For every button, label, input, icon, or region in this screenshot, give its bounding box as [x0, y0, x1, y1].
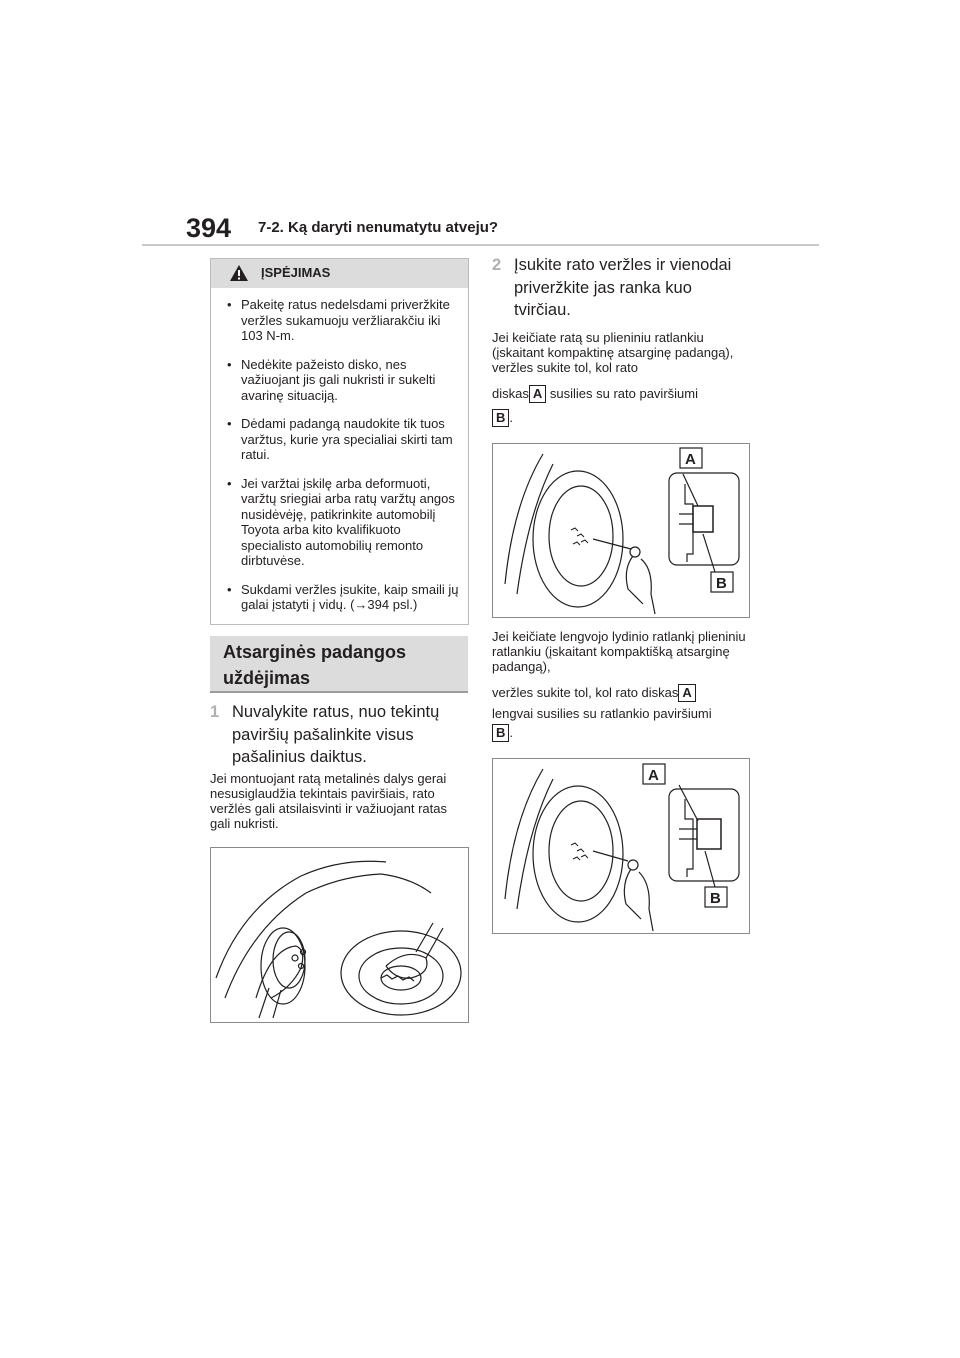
warning-box [210, 258, 469, 625]
alloy-rim-note: Jei keičiate lengvojo lydinio ratlankį plieniniu ratlankiu (įskaitant kompaktišką atsarginę padangą), [492, 629, 746, 674]
warning-header [211, 259, 468, 288]
section-title: Atsarginės padangos uždėjimas [223, 642, 407, 688]
illustration-clean-wheel [210, 847, 469, 1023]
steel-rim-note-part: diskas [492, 386, 529, 401]
step-1-note: Jei montuojant ratą metalinės dalys gerai nesusiglaudžia tekintais paviršiais, rato veržlės gali atsilaisvinti ir važiuojant ratas gali nukristi. [210, 771, 447, 831]
warning-item: • Sukdami veržles įsukite, kaip smaili jų galai įstatyti į vidų. (→394 psl.) [225, 582, 460, 613]
diagram-label-b: B [716, 575, 727, 592]
warning-item: • Jei varžtai įskilę arba deformuoti, varžtų sriegiai arba ratų varžtų angos nusidėvėję, patikrinkite automobilį Toyota arba kito kvalifikuoto specialisto automobilių remonto dirbtuvėse. [225, 476, 460, 569]
warning-item: • Pakeitę ratus nedelsdami priveržkite veržles sukamuoju veržliarakčiu iki 103 N-m. [225, 297, 460, 344]
header-divider [142, 244, 819, 246]
warning-title: ĮSPĖJIMAS [261, 265, 331, 280]
step-2 [492, 254, 750, 324]
steel-rim-note: Jei keičiate ratą su plieniniu ratlankiu (įskaitant kompaktinę atsarginę padangą), veržles sukite tol, kol rato [492, 330, 734, 375]
label-a: A [529, 385, 546, 403]
warning-icon [229, 264, 249, 282]
period: . [509, 725, 514, 740]
warning-list [225, 297, 460, 626]
alloy-rim-note-end [492, 724, 513, 742]
label-b: B [492, 724, 509, 742]
steel-rim-note-end [492, 409, 513, 427]
step-1-text: Nuvalykite ratus, nuo tekintų paviršių pašalinkite visus pašalinius daiktus. [232, 703, 440, 766]
illustration-alloy-rim [492, 758, 750, 934]
diagram-label-b: B [710, 890, 721, 907]
step-1-number: 1 [210, 703, 220, 721]
step-2-number: 2 [492, 256, 502, 274]
alloy-rim-note-part: lengvai susilies su ratlankio paviršiumi [492, 706, 712, 721]
alloy-rim-note-line [492, 684, 750, 702]
diagram-label-a: A [648, 767, 659, 784]
warning-item: • Nedėkite pažeisto disko, nes važiuojant jis gali nukristi ir sukelti avarinę situaciją. [225, 357, 460, 404]
alloy-rim-note-part: veržles sukite tol, kol rato diskas [492, 685, 679, 700]
diagram-label-a: A [685, 451, 696, 468]
steel-rim-note-part: susilies su rato paviršiumi [549, 386, 698, 401]
step-2-text: Įsukite rato veržles ir vienodai priveržkite jas ranka kuo tvirčiau. [514, 256, 732, 319]
illustration-steel-rim [492, 443, 750, 618]
steel-rim-note-line [492, 385, 750, 403]
label-a: A [678, 684, 695, 702]
chapter-title: 7-2. Ką daryti nenumatytu atveju? [258, 219, 499, 236]
period: . [509, 410, 514, 425]
step-1 [210, 701, 468, 771]
page-number: 394 [186, 213, 232, 243]
label-b: B [492, 409, 509, 427]
warning-item: • Dėdami padangą naudokite tik tuos varžtus, kurie yra specialiai skirti tam ratui. [225, 416, 460, 463]
section-heading [210, 636, 468, 693]
